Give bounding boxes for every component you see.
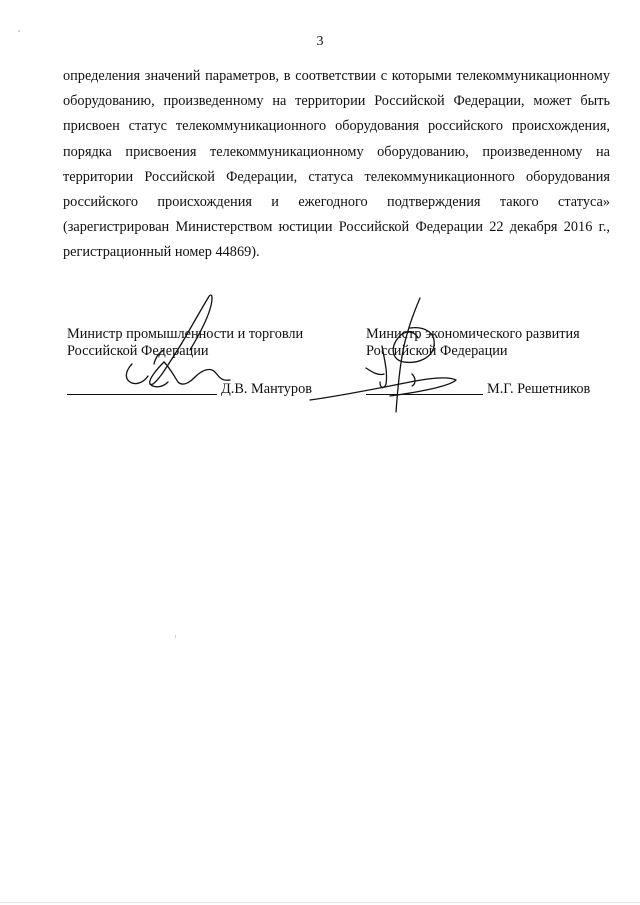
scan-artifact (18, 30, 20, 32)
signature-block-left (67, 326, 357, 398)
body-paragraph: определения значений параметров, в соответствии с которыми телекоммуникационному оборудованию, произведенному на территории Российской Федерации, может быть присвоен статус телекоммуникационного оборудования российского происхождения, порядка присвоения телекоммуникационному оборудованию, произведенному на территории Российской Федерации, статуса телекоммуникационного оборудования российского происхождения и ежегодного подтверждения такого статуса» (зарегистрирован Министерством юстиции Российской Федерации 22 декабря 2016 г., регистрационный номер 44869). (63, 68, 610, 261)
signature-block-right (366, 326, 616, 398)
scan-artifact (0, 902, 640, 903)
signature-line (366, 381, 616, 398)
signatory-title-line2: Российской Федерации (366, 343, 508, 359)
signature-underline (67, 393, 217, 395)
signatory-name: Д.В. Мантуров (221, 381, 312, 397)
signature-underline (366, 393, 483, 395)
scan-artifact (175, 635, 176, 638)
signatory-title-line2: Российской Федерации (67, 343, 209, 359)
signatory-title-line1: Министр промышленности и торговли (67, 326, 304, 342)
signature-line (67, 381, 357, 398)
signatory-name: М.Г. Решетников (487, 381, 591, 397)
page-number: 3 (316, 34, 324, 49)
signatory-title-line1: Министр экономического развития (366, 326, 580, 342)
